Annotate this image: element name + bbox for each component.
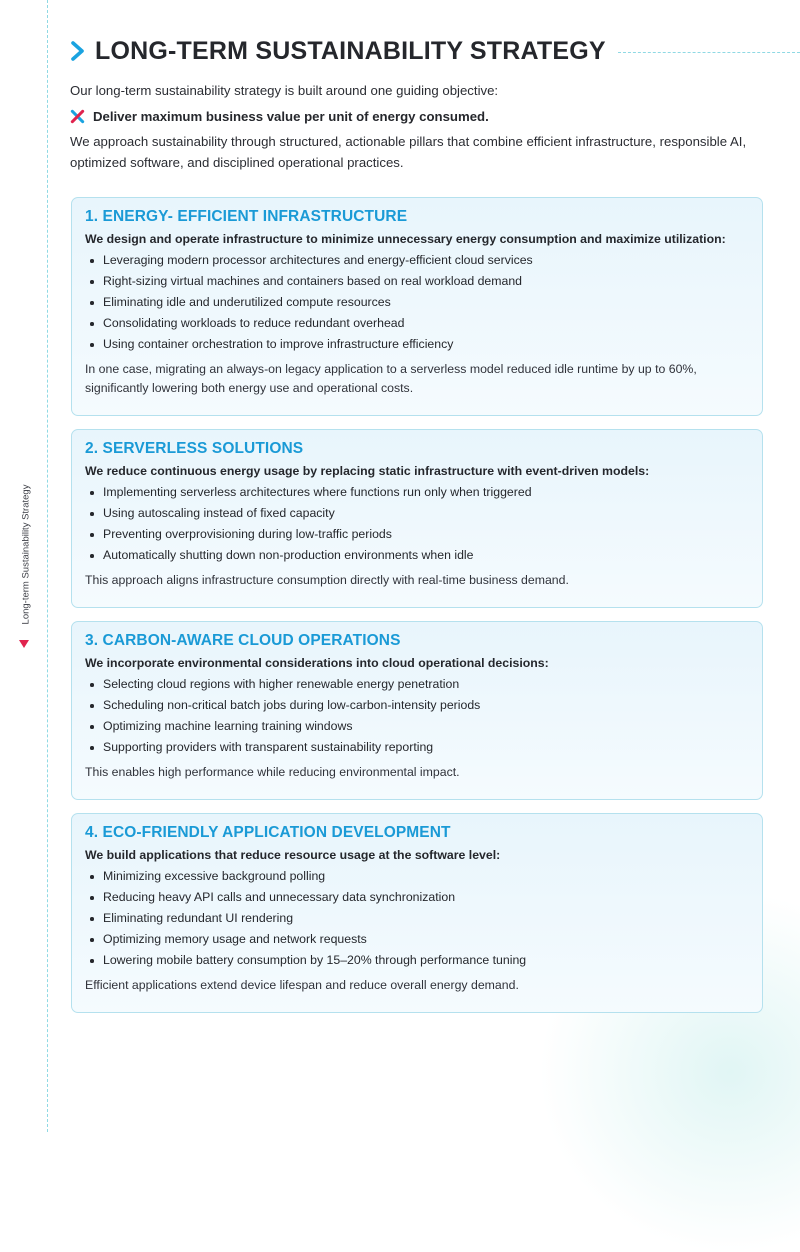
list-item: Consolidating workloads to reduce redundant overhead [85,313,749,334]
list-item: Scheduling non-critical batch jobs during low-carbon-intensity periods [85,695,749,716]
section-lead: We reduce continuous energy usage by replacing static infrastructure with event-driven models: [85,464,650,478]
list-item: Optimizing machine learning training windows [85,716,749,737]
intro-text: Our long-term sustainability strategy is built around one guiding objective: [70,83,499,98]
title-dashed-rule [618,52,800,53]
sidebar-dashed-rule [47,0,48,1132]
list-item: Minimizing excessive background polling [85,866,749,887]
section-card-carbon-aware [71,621,763,800]
section-lead: We incorporate environmental considerations into cloud operational decisions: [85,656,549,670]
section-list [85,482,749,566]
section-closing: This enables high performance while reducing environmental impact. [85,765,460,779]
list-item: Using container orchestration to improve infrastructure efficiency [85,334,749,355]
sidebar-label-text: Long-term Sustainability Strategy [20,484,32,625]
list-item: Automatically shutting down non-production environments when idle [85,545,749,566]
list-item: Selecting cloud regions with higher renewable energy penetration [85,674,749,695]
section-heading: 2. SERVERLESS SOLUTIONS [85,440,304,457]
section-card-infrastructure [71,197,763,416]
section-closing: In one case, migrating an always-on legacy application to a serverless model reduced idle runtime by up to 60%, significantly lowering both energy use and operational costs. [85,362,697,395]
section-heading: 1. ENERGY- EFFICIENT INFRASTRUCTURE [85,208,408,225]
cross-mark-icon [70,109,85,124]
list-item: Using autoscaling instead of fixed capacity [85,503,749,524]
section-list [85,866,749,971]
section-closing: This approach aligns infrastructure consumption directly with real-time business demand. [85,573,569,587]
list-item: Reducing heavy API calls and unnecessary data synchronization [85,887,749,908]
section-list [85,674,749,758]
section-lead: We design and operate infrastructure to minimize unnecessary energy consumption and maximize utilization: [85,232,726,246]
section-card-serverless [71,429,763,608]
list-item: Right-sizing virtual machines and containers based on real workload demand [85,271,749,292]
list-item: Implementing serverless architectures where functions run only when triggered [85,482,749,503]
list-item: Eliminating redundant UI rendering [85,908,749,929]
list-item: Optimizing memory usage and network requests [85,929,749,950]
section-heading: 3. CARBON-AWARE CLOUD OPERATIONS [85,632,401,649]
intro-block [70,80,770,173]
intro-approach-text: We approach sustainability through structured, actionable pillars that combine efficient infrastructure, responsible AI, optimized software, and disciplined operational practices. [70,134,747,170]
section-lead: We build applications that reduce resource usage at the software level: [85,848,501,862]
page-title: LONG-TERM SUSTAINABILITY STRATEGY [95,36,606,65]
section-card-eco-friendly-dev [71,813,763,1013]
list-item: Supporting providers with transparent sustainability reporting [85,737,749,758]
objective-row [70,106,770,127]
list-item: Eliminating idle and underutilized compute resources [85,292,749,313]
objective-text: Deliver maximum business value per unit of energy consumed. [93,109,489,124]
section-heading: 4. ECO-FRIENDLY APPLICATION DEVELOPMENT [85,824,451,841]
triangle-down-icon [19,640,29,648]
section-closing: Efficient applications extend device lifespan and reduce overall energy demand. [85,978,519,992]
chevron-right-icon [70,41,86,61]
list-item: Preventing overprovisioning during low-traffic periods [85,524,749,545]
list-item: Leveraging modern processor architectures and energy-efficient cloud services [85,250,749,271]
sidebar-section-label [18,482,34,627]
page-header [70,34,800,68]
section-list [85,250,749,355]
list-item: Lowering mobile battery consumption by 15–20% through performance tuning [85,950,749,971]
